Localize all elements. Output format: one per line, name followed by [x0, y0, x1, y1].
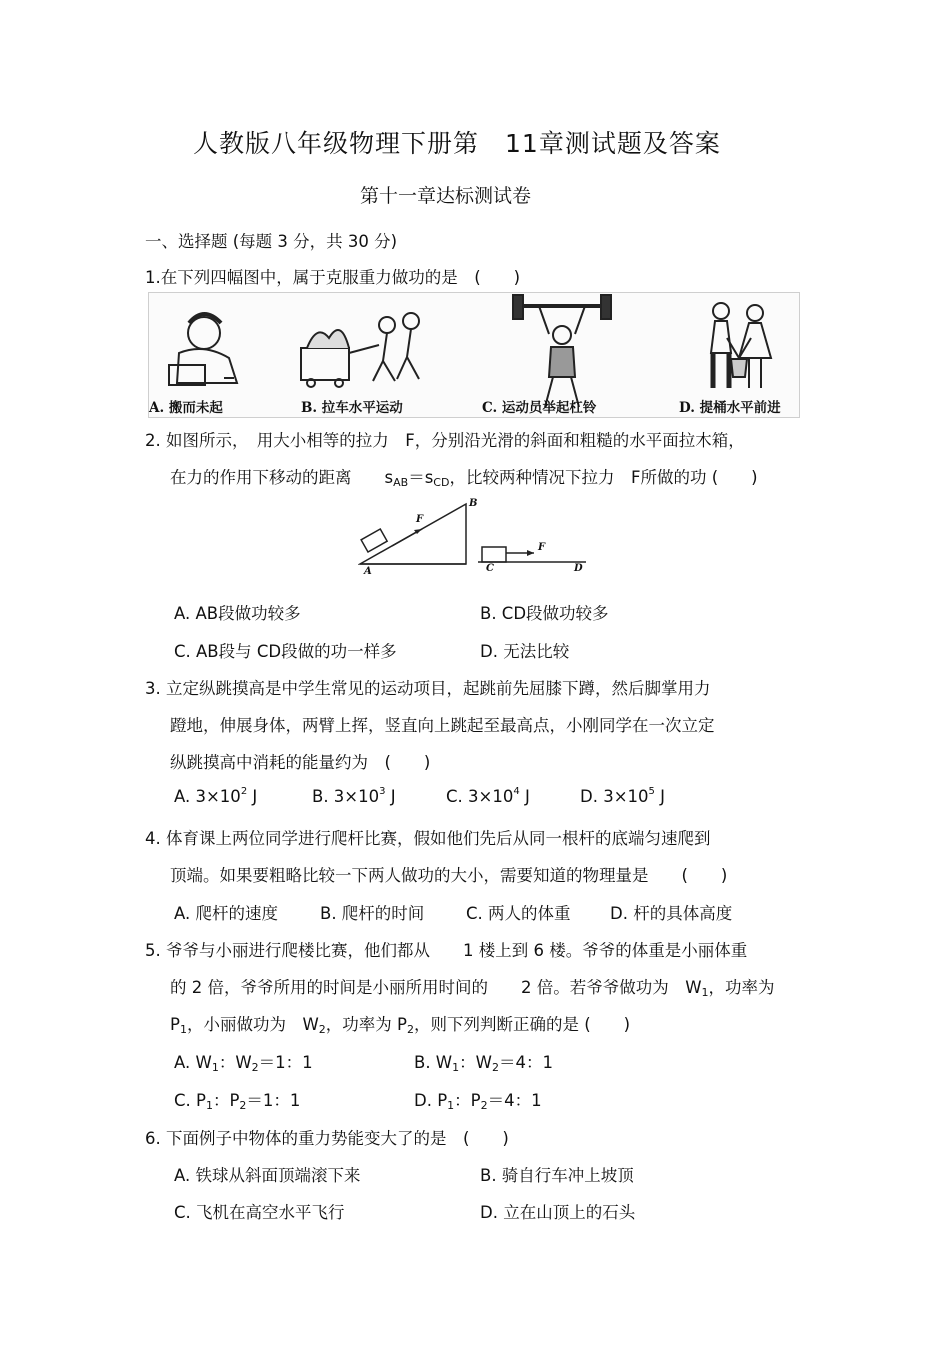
q4-option-d: D. 杆的具体高度	[610, 904, 733, 923]
q6-option-a: A. 铁球从斜面顶端滚下来	[174, 1166, 361, 1185]
q4-line2: 顶端。如果要粗略比较一下两人做功的大小，需要知道的物理量是 ( )	[170, 866, 728, 885]
q1-figure	[148, 292, 800, 418]
figure-b-cart-icon	[301, 313, 419, 387]
figure-a-lifting-icon	[169, 314, 237, 385]
q5-line3: $P_1$，小丽做功为 $W_2$，功率为 $P_2$，则下列判断正确的是 ( )	[170, 1015, 631, 1036]
q3-line2: 蹬地，伸展身体，两臂上挥，竖直向上跳起至最高点，小刚同学在一次立定	[170, 716, 715, 735]
q2-label-b: B	[469, 498, 478, 509]
q5-option-a: A. $W_1$：$W_2=1$：1	[174, 1053, 313, 1074]
q1-caption-a: A. 搬而未起	[149, 400, 223, 416]
figure-d-bucket-icon	[711, 303, 771, 388]
q6-stem: 6. 下面例子中物体的重力势能变大了的是 ( )	[145, 1129, 509, 1148]
q2-line2: 在力的作用下移动的距离 $s_{AB}=s_{CD}$，比较两种情况下拉力 F所做的功 ( )	[170, 468, 758, 489]
q4-line1: 4. 体育课上两位同学进行爬杆比赛，假如他们先后从同一根杆的底端匀速爬到	[145, 829, 711, 848]
q5-line1: 5. 爷爷与小丽进行爬楼比赛，他们都从 1 楼上到 6 楼。爷爷的体重是小丽体重	[145, 941, 748, 960]
q4-option-b: B. 爬杆的时间	[320, 904, 425, 923]
figure-c-weightlifter-icon	[513, 295, 611, 407]
q5-option-c: C. $P_1$：$P_2=1$：1	[174, 1091, 301, 1112]
q3-line3: 纵跳摸高中消耗的能量约为 ( )	[170, 753, 431, 772]
q5-option-b: B. $W_1$：$W_2=4$：1	[414, 1053, 553, 1074]
q2-incline-diagram	[358, 500, 588, 578]
q5-option-d: D. $P_1$：$P_2=4$：1	[414, 1091, 542, 1112]
q3-option-b: B. $3\times 10^3$ J	[312, 786, 396, 806]
q3-option-d: D. $3\times 10^5$ J	[580, 786, 666, 806]
q4-option-c: C. 两人的体重	[466, 904, 571, 923]
q3-option-a: A. $3\times 10^2$ J	[174, 786, 258, 806]
q2-option-d: D. 无法比较	[480, 642, 570, 661]
q2-option-c: C. AB段与 CD段做的功一样多	[174, 642, 397, 661]
q2-label-a: A	[364, 566, 372, 577]
q3-line1: 3. 立定纵跳摸高是中学生常见的运动项目，起跳前先屈膝下蹲，然后脚掌用力	[145, 679, 711, 698]
q2-label-f-incline: F	[416, 514, 424, 525]
q2-option-b: B. CD段做功较多	[480, 604, 609, 623]
q1-caption-b: B. 拉车水平运动	[301, 400, 403, 416]
page-subtitle: 第十一章达标测试卷	[360, 185, 532, 207]
q2-figure	[358, 500, 588, 578]
q1-caption-d: D. 提桶水平前进	[679, 400, 781, 416]
q2-label-c: C	[486, 563, 494, 574]
q1-caption-c: C. 运动员举起杠铃	[482, 400, 597, 416]
q1-stem: 1.在下列四幅图中，属于克服重力做功的是 ( )	[145, 268, 521, 287]
section-heading: 一、选择题 (每题 3 分，共 30 分)	[145, 232, 398, 251]
q2-label-d: D	[574, 563, 583, 574]
q2-line1: 2. 如图所示， 用大小相等的拉力 F，分别沿光滑的斜面和粗糙的水平面拉木箱，	[145, 431, 745, 450]
q5-line2: 的 2 倍，爷爷所用的时间是小丽所用时间的 2 倍。若爷爷做功为 $W_1$，功率为	[170, 978, 775, 999]
q6-option-b: B. 骑自行车冲上坡顶	[480, 1166, 634, 1185]
page-title: 人教版八年级物理下册第 11章测试题及答案	[193, 129, 721, 158]
q2-label-f-flat: F	[538, 542, 546, 553]
q6-option-c: C. 飞机在高空水平飞行	[174, 1203, 345, 1222]
q2-option-a: A. AB段做功较多	[174, 604, 301, 623]
q6-option-d: D. 立在山顶上的石头	[480, 1203, 636, 1222]
q4-option-a: A. 爬杆的速度	[174, 904, 278, 923]
q3-option-c: C. $3\times 10^4$ J	[446, 786, 530, 806]
